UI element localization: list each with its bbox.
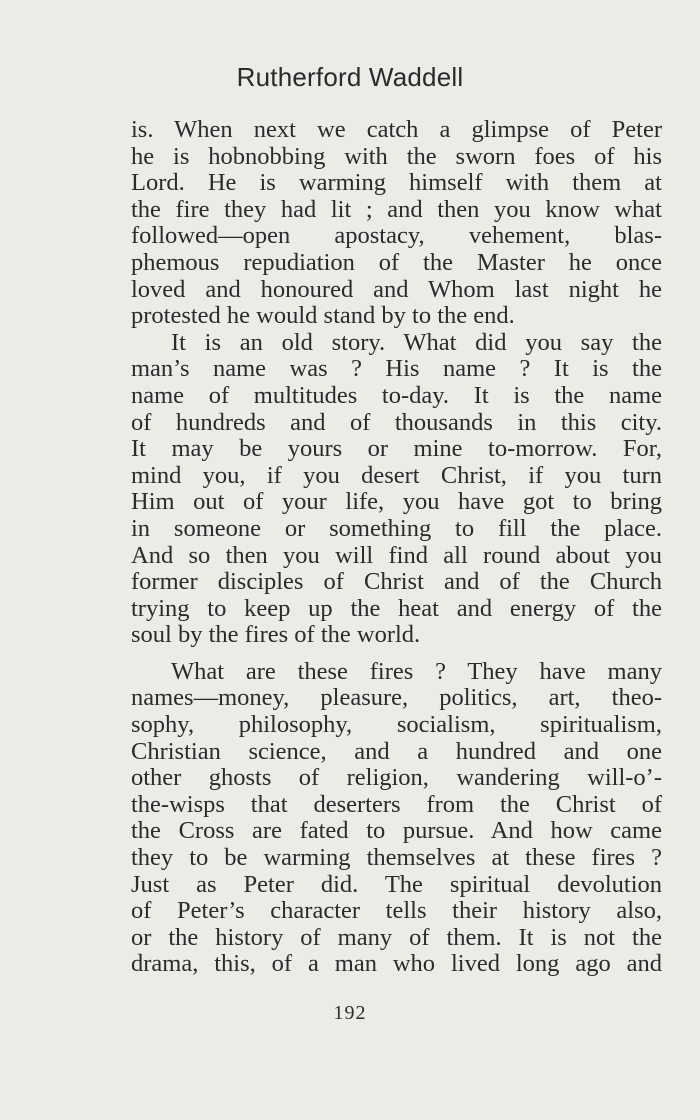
text-line: name of multitudes to-day. It is the name: [131, 382, 662, 409]
text-line: loved and honoured and Whom last night he: [131, 276, 662, 303]
text-line: they to be warming themselves at these fires ?: [131, 845, 662, 872]
text-line: protested he would stand by to the end.: [131, 303, 515, 330]
text-line: Christian science, and a hundred and one: [131, 738, 662, 765]
text-line: phemous repudiation of the Master he once: [131, 249, 662, 276]
running-head: Rutherford Waddell: [236, 62, 464, 92]
text-line: in someone or something to fill the place.: [131, 515, 662, 542]
text-line: former disciples of Christ and of the Church: [131, 569, 662, 596]
paragraph-1: [131, 117, 662, 330]
text-line: drama, this, of a man who lived long ago and: [131, 951, 662, 978]
text-line: he is hobnobbing with the sworn foes of his: [131, 143, 662, 170]
text-line: Just as Peter did. The spiritual devolution: [131, 871, 662, 898]
text-line: Him out of your life, you have got to bring: [131, 489, 662, 516]
body-text: [131, 117, 662, 978]
text-line: It is an old story. What did you say the: [171, 329, 662, 356]
text-line: the-wisps that deserters from the Christ of: [131, 791, 662, 818]
text-line: or the history of many of them. It is not the: [131, 924, 662, 951]
text-line: mind you, if you desert Christ, if you turn: [131, 462, 662, 489]
text-line: of Peter’s character tells their history also,: [131, 898, 662, 925]
text-line: And so then you will find all round about you: [131, 542, 662, 569]
paragraph-gap: [131, 649, 662, 659]
text-line: It may be yours or mine to-morrow. For,: [131, 436, 662, 463]
text-line: other ghosts of religion, wandering will-o’-: [131, 765, 662, 792]
text-line: trying to keep up the heat and energy of the: [131, 595, 662, 622]
text-line: is. When next we catch a glimpse of Peter: [131, 117, 662, 143]
paragraph-2: [131, 330, 662, 649]
text-line: Lord. He is warming himself with them at: [131, 170, 662, 197]
page-number: 192: [333, 1002, 367, 1024]
text-line: soul by the fires of the world.: [131, 622, 421, 649]
text-line: sophy, philosophy, socialism, spiritualism,: [131, 712, 662, 739]
text-line: What are these fires ? They have many: [171, 658, 662, 685]
text-line: of hundreds and of thousands in this city.: [131, 409, 662, 436]
text-line: names—money, pleasure, politics, art, theo-: [131, 685, 662, 712]
text-line: the Cross are fated to pursue. And how came: [131, 818, 662, 845]
paragraph-3: [131, 659, 662, 978]
text-line: the fire they had lit ; and then you know what: [131, 196, 662, 223]
text-line: followed—open apostacy, vehement, blas-: [131, 223, 662, 250]
text-line: man’s name was ? His name ? It is the: [131, 356, 662, 383]
